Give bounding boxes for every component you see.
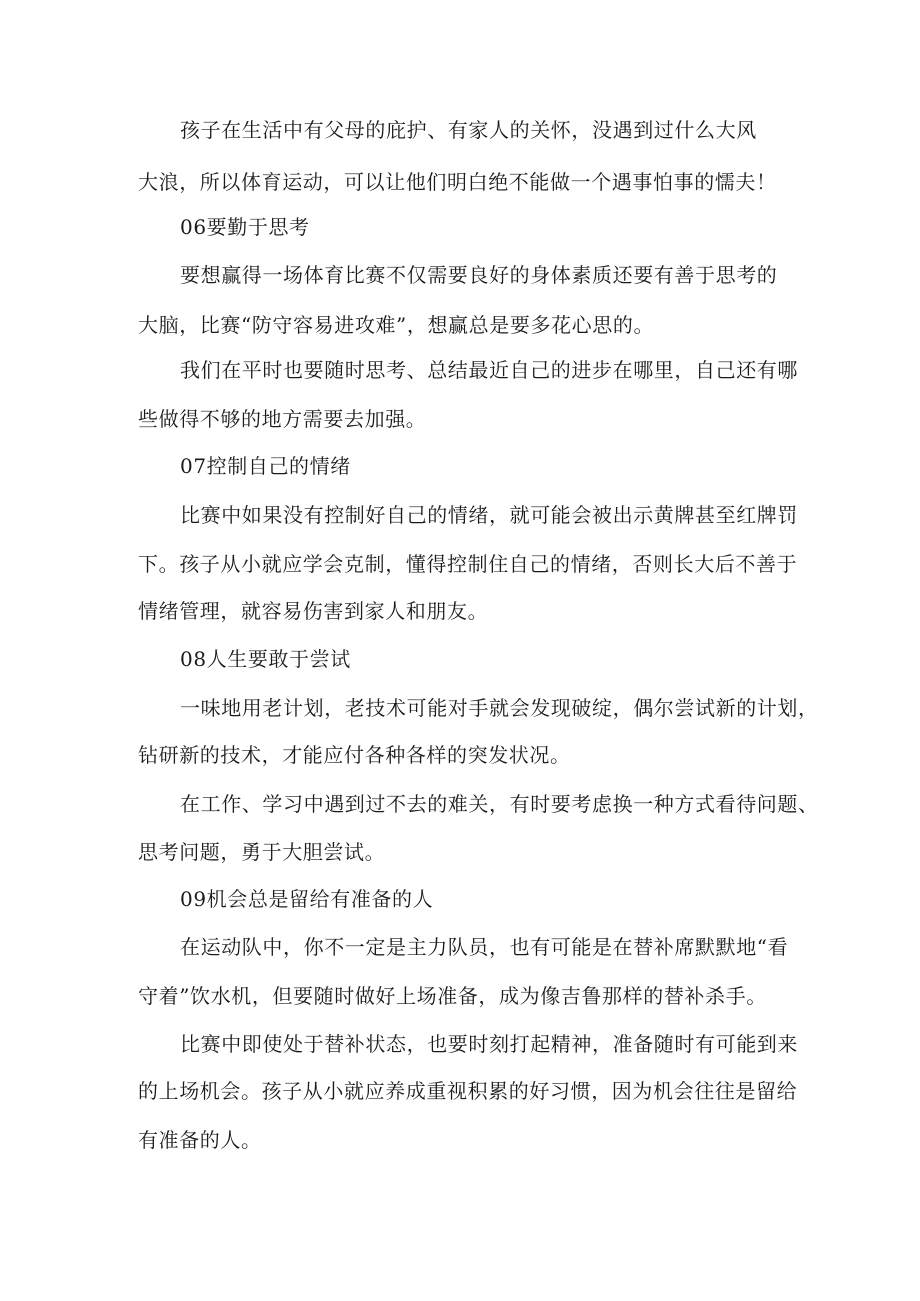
paragraph-line: 思考问题，勇于大胆尝试。 — [138, 840, 386, 864]
section-heading-08: 08人生要敢于尝试 — [180, 647, 351, 671]
paragraph-line: 大浪，所以体育运动，可以让他们明白绝不能做一个遇事怕事的懦夫！ — [138, 170, 777, 194]
paragraph-line: 的上场机会。孩子从小就应养成重视积累的好习惯，因为机会往往是留给 — [138, 1079, 798, 1103]
paragraph-line: 大脑，比赛“防守容易进攻难”，想赢总是要多花心思的。 — [138, 313, 655, 337]
section-heading-06: 06要勤于思考 — [180, 215, 310, 239]
paragraph-line: 我们在平时也要随时思考、总结最近自己的进步在哪里，自己还有哪 — [180, 358, 798, 382]
section-heading-07: 07控制自己的情绪 — [180, 454, 351, 478]
section-heading-09: 09机会总是留给有准备的人 — [180, 887, 434, 911]
paragraph-line: 孩子在生活中有父母的庇护、有家人的关怀，没遇到过什么大风 — [180, 118, 757, 142]
paragraph-line: 守着”饮水机，但要随时做好上场准备，成为像吉鲁那样的替补杀手。 — [138, 984, 767, 1008]
paragraph-line: 有准备的人。 — [138, 1128, 262, 1152]
paragraph-line: 些做得不够的地方需要去加强。 — [138, 407, 427, 431]
paragraph-line: 在运动队中，你不一定是主力队员，也有可能是在替补席默默地“看 — [180, 935, 789, 959]
paragraph-line: 钻研新的技术，才能应付各种各样的突发状况。 — [138, 743, 571, 767]
paragraph-line: 要想赢得一场体育比赛不仅需要良好的身体素质还要有善于思考的 — [180, 263, 778, 287]
paragraph-line: 比赛中即使处于替补状态，也要时刻打起精神，准备随时有可能到来 — [180, 1032, 798, 1056]
paragraph-line: 一味地用老计划，老技术可能对手就会发现破绽，偶尔尝试新的计划， — [180, 696, 819, 720]
paragraph-line: 下。孩子从小就应学会克制，懂得控制住自己的情绪，否则长大后不善于 — [138, 552, 798, 576]
paragraph-line: 比赛中如果没有控制好自己的情绪，就可能会被出示黄牌甚至红牌罚 — [180, 503, 798, 527]
paragraph-line: 情绪管理，就容易伤害到家人和朋友。 — [138, 599, 489, 623]
paragraph-line: 在工作、学习中遇到过不去的难关，有时要考虑换一种方式看待问题、 — [180, 792, 819, 816]
